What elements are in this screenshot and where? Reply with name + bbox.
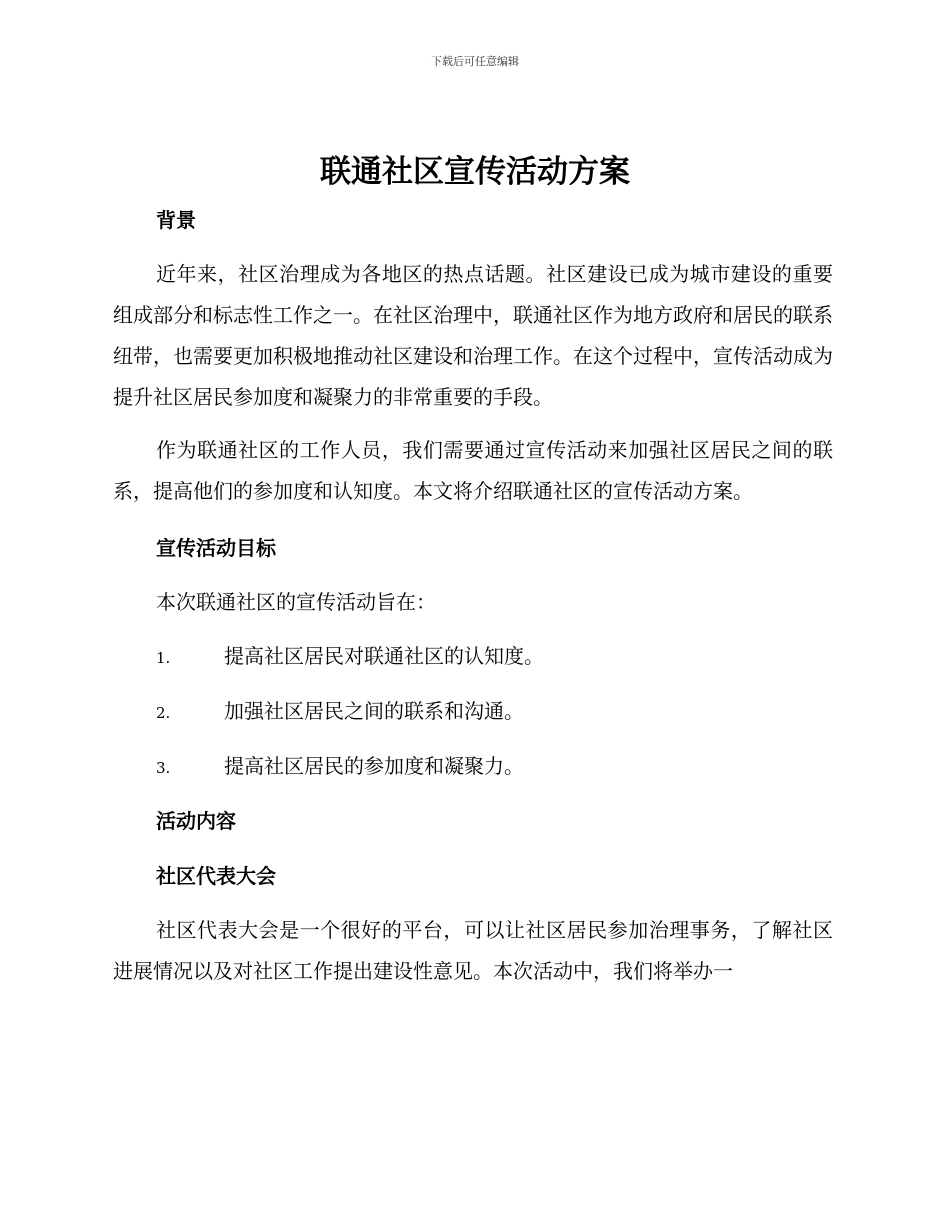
list-text: 提高社区居民对联通社区的认知度。 [224,644,544,668]
list-item [113,693,833,729]
paragraph-community-meeting: 社区代表大会是一个很好的平台，可以让社区居民参加治理事务，了解社区进展情况以及对社区工作提出建设性意见。本次活动中，我们将举办一 [113,918,833,983]
document-title: 联通社区宣传活动方案 [320,154,630,190]
heading-goals: 宣传活动目标 [156,536,276,560]
list-number: 3. [156,759,171,777]
header-note: 下载后可任意编辑 [431,55,519,68]
heading-community-meeting: 社区代表大会 [156,864,276,888]
goals-list [113,638,833,784]
document-body [113,202,833,992]
heading-activity-content: 活动内容 [156,809,236,833]
list-text: 加强社区居民之间的联系和沟通。 [224,699,524,723]
list-number: 1. [156,649,171,667]
list-number: 2. [156,704,171,722]
paragraph-background-1: 近年来，社区治理成为各地区的热点话题。社区建设已成为城市建设的重要组成部分和标志性工作之一。在社区治理中，联通社区作为地方政府和居民的联系纽带，也需要更加积极地推动社区建设和治理工作。在这个过程中，宣传活动成为提升社区居民参加度和凝聚力的非常重要的手段。 [113,262,833,409]
paragraph-background-2: 作为联通社区的工作人员，我们需要通过宣传活动来加强社区居民之间的联系，提高他们的参加度和认知度。本文将介绍联通社区的宣传活动方案。 [113,438,833,503]
list-text: 提高社区居民的参加度和凝聚力。 [224,754,524,778]
list-item [113,638,833,674]
list-item [113,748,833,784]
heading-background: 背景 [156,208,196,232]
paragraph-goals-intro: 本次联通社区的宣传活动旨在： [156,590,436,614]
